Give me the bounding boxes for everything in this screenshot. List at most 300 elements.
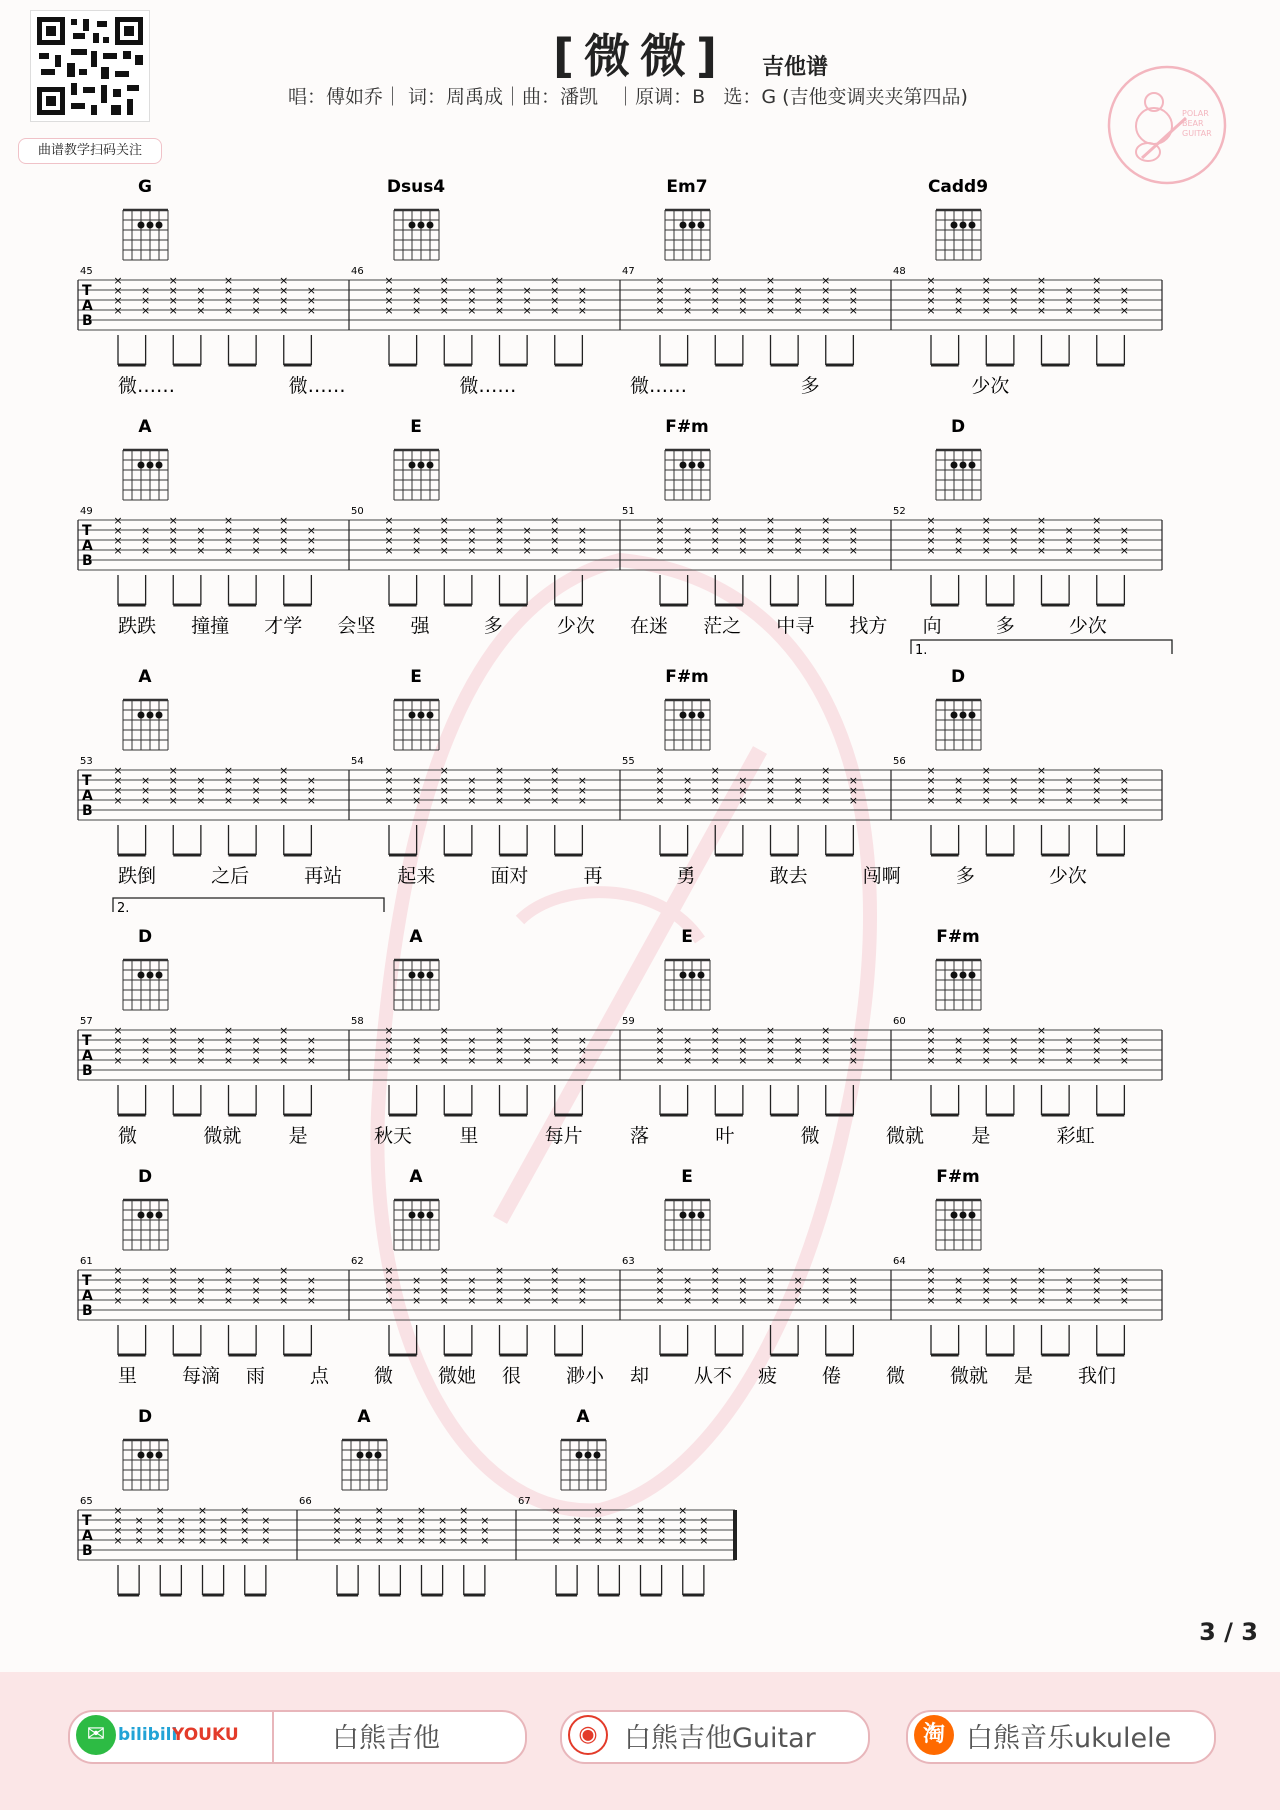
strum-mark: × — [168, 774, 178, 787]
strum-mark: × — [1064, 544, 1074, 557]
tab-clef: T — [82, 1033, 92, 1049]
strum-mark: × — [550, 284, 560, 297]
strum-mark: × — [113, 304, 123, 317]
strum-mark: × — [141, 794, 151, 807]
strum-mark: × — [765, 304, 776, 317]
strum-mark: × — [168, 284, 178, 297]
strum-mark: × — [1119, 304, 1129, 317]
strum-mark: × — [168, 1054, 178, 1067]
strum-mark: × — [196, 1034, 206, 1047]
strum-mark: × — [1119, 794, 1129, 807]
tab-clef: T — [82, 773, 92, 789]
tab-system — [78, 640, 1172, 887]
lyric-word: 点 — [310, 1365, 330, 1387]
strum-mark: × — [261, 1534, 271, 1547]
strum-mark: × — [981, 1284, 991, 1297]
strum-mark: × — [765, 1054, 776, 1067]
strum-mark: × — [332, 1514, 342, 1527]
strum-mark: × — [113, 1274, 123, 1287]
strum-mark: × — [251, 1294, 261, 1307]
svg-text:POLAR: POLAR — [1182, 109, 1209, 118]
strum-mark: × — [738, 794, 748, 807]
strum-mark: × — [168, 1034, 178, 1047]
strum-mark: × — [439, 274, 449, 287]
strum-mark: × — [176, 1524, 186, 1537]
strum-mark: × — [981, 1274, 991, 1287]
strum-mark: × — [155, 1514, 165, 1527]
strum-mark: × — [279, 1024, 289, 1037]
strum-mark: × — [710, 544, 720, 557]
strum-mark: × — [113, 1264, 123, 1277]
strum-mark: × — [848, 1034, 858, 1047]
strum-mark: × — [635, 1514, 646, 1527]
strum-mark: × — [738, 1034, 748, 1047]
strum-mark: × — [384, 1294, 394, 1307]
strum-mark: × — [196, 784, 206, 797]
strum-mark: × — [954, 774, 964, 787]
strum-mark: × — [655, 294, 665, 307]
strum-mark: × — [821, 274, 831, 287]
strum-mark: × — [1009, 784, 1019, 797]
strum-mark: × — [439, 1274, 449, 1287]
strum-mark: × — [926, 284, 936, 297]
strum-mark: × — [821, 1024, 831, 1037]
strum-mark: × — [710, 1024, 720, 1037]
strum-mark: × — [1092, 764, 1102, 777]
strum-mark: × — [219, 1534, 229, 1547]
strum-mark: × — [459, 1504, 469, 1517]
svg-text:GUITAR: GUITAR — [1182, 129, 1212, 138]
strum-mark: × — [655, 764, 665, 777]
chord-name: E — [410, 417, 422, 437]
lyric-word: 渺小 — [566, 1365, 605, 1387]
strum-mark: × — [251, 534, 261, 547]
strum-mark: × — [197, 1534, 208, 1547]
strum-mark: × — [467, 1034, 477, 1047]
strum-mark: × — [261, 1524, 271, 1537]
strum-mark: × — [494, 1284, 505, 1297]
strum-mark: × — [459, 1534, 469, 1547]
strum-mark: × — [577, 1274, 587, 1287]
strum-mark: × — [710, 774, 720, 787]
strum-mark: × — [848, 534, 858, 547]
strum-mark: × — [793, 1054, 803, 1067]
strum-mark: × — [155, 1534, 165, 1547]
strum-mark: × — [710, 304, 720, 317]
lyric-word: 中寻 — [776, 615, 815, 637]
chord-name: Dsus4 — [386, 177, 446, 197]
strum-mark: × — [141, 294, 151, 307]
strum-mark: × — [168, 544, 178, 557]
strum-mark: × — [223, 1294, 234, 1307]
strum-mark: × — [141, 1034, 151, 1047]
strum-mark: × — [954, 1294, 964, 1307]
strum-mark: × — [1092, 1034, 1102, 1047]
strum-mark: × — [738, 294, 748, 307]
strum-mark: × — [223, 1054, 234, 1067]
strum-mark: × — [494, 764, 505, 777]
strum-mark: × — [738, 1284, 748, 1297]
strum-mark: × — [279, 274, 289, 287]
strum-mark: × — [196, 1274, 206, 1287]
strum-mark: × — [1092, 294, 1102, 307]
strum-mark: × — [240, 1524, 250, 1537]
strum-mark: × — [1119, 1044, 1129, 1057]
strum-mark: × — [374, 1534, 384, 1547]
strum-mark: × — [113, 774, 123, 787]
strum-mark: × — [821, 764, 831, 777]
strum-mark: × — [1064, 1054, 1074, 1067]
strum-mark: × — [593, 1524, 603, 1537]
strum-mark: × — [710, 794, 720, 807]
strum-mark: × — [1009, 304, 1019, 317]
lyric-word: 彩虹 — [1056, 1125, 1095, 1147]
strum-mark: × — [614, 1514, 624, 1527]
strum-mark: × — [793, 1034, 803, 1047]
strum-mark: × — [1119, 534, 1129, 547]
chord-diagram — [936, 700, 981, 750]
strum-mark: × — [926, 1264, 936, 1277]
strum-mark: × — [577, 774, 587, 787]
lyric-word: 每片 — [544, 1125, 583, 1147]
strum-mark: × — [1092, 774, 1102, 787]
strum-mark: × — [494, 514, 505, 527]
strum-mark: × — [1036, 1274, 1047, 1287]
strum-mark: × — [438, 1514, 448, 1527]
strum-mark: × — [683, 534, 693, 547]
strum-mark: × — [1064, 784, 1074, 797]
strum-mark: × — [459, 1514, 469, 1527]
lyric-word: 每滴 — [182, 1365, 221, 1387]
volta-label: 2. — [117, 901, 130, 916]
tab-clef: B — [82, 1063, 93, 1079]
strum-mark: × — [251, 774, 261, 787]
song-credits: 唱：傅如乔｜ 词：周禹成｜曲：潘凯 ｜原调：B 选：G (吉他变调夹夹第四品) — [288, 86, 968, 108]
strum-mark: × — [551, 1524, 561, 1537]
strum-mark: × — [550, 1294, 560, 1307]
strum-mark: × — [550, 514, 560, 527]
strum-mark: × — [197, 1504, 208, 1517]
strum-mark: × — [374, 1514, 384, 1527]
strum-mark: × — [981, 274, 991, 287]
strum-mark: × — [522, 794, 532, 807]
strum-mark: × — [1092, 524, 1102, 537]
strum-mark: × — [223, 764, 234, 777]
strum-mark: × — [655, 284, 665, 297]
strum-mark: × — [251, 1274, 261, 1287]
strum-mark: × — [765, 524, 776, 537]
strum-mark: × — [279, 284, 289, 297]
lyric-word: 疲 — [758, 1365, 778, 1387]
strum-mark: × — [494, 1274, 505, 1287]
tab-clef: A — [82, 1288, 93, 1304]
lyric-word: 是 — [1014, 1365, 1034, 1387]
svg-text:BEAR: BEAR — [1182, 119, 1204, 128]
tab-clef: B — [82, 1303, 93, 1319]
strum-mark: × — [412, 284, 422, 297]
strum-mark: × — [196, 524, 206, 537]
strum-mark: × — [439, 1054, 449, 1067]
tab-clef: A — [82, 1528, 93, 1544]
chord-name: F#m — [665, 417, 709, 437]
strum-mark: × — [710, 1274, 720, 1287]
strum-mark: × — [522, 1054, 532, 1067]
strum-mark: × — [793, 534, 803, 547]
tab-clef: B — [82, 553, 93, 569]
strum-mark: × — [467, 794, 477, 807]
strum-mark: × — [384, 1024, 394, 1037]
strum-mark: × — [683, 1274, 693, 1287]
strum-mark: × — [113, 1524, 123, 1537]
strum-mark: × — [1119, 774, 1129, 787]
strum-mark: × — [572, 1514, 582, 1527]
strum-mark: × — [1119, 294, 1129, 307]
tab-clef: A — [82, 298, 93, 314]
strum-mark: × — [793, 784, 803, 797]
strum-mark: × — [981, 514, 991, 527]
chord-diagram — [394, 210, 439, 260]
strum-mark: × — [954, 1034, 964, 1047]
strum-mark: × — [683, 1054, 693, 1067]
measure-number: 65 — [80, 1496, 93, 1507]
lyric-word: 里 — [459, 1125, 479, 1147]
lyric-word: 跌跌 — [118, 615, 157, 637]
measure-number: 60 — [893, 1016, 906, 1027]
strum-mark: × — [655, 774, 665, 787]
strum-mark: × — [981, 1294, 991, 1307]
strum-mark: × — [176, 1514, 186, 1527]
strum-mark: × — [197, 1524, 208, 1537]
strum-mark: × — [821, 524, 831, 537]
strum-mark: × — [848, 1044, 858, 1057]
strum-mark: × — [954, 524, 964, 537]
strum-mark: × — [848, 304, 858, 317]
strum-mark: × — [577, 294, 587, 307]
strum-mark: × — [655, 1024, 665, 1037]
strum-mark: × — [710, 764, 720, 777]
strum-mark: × — [134, 1514, 144, 1527]
strum-mark: × — [710, 524, 720, 537]
strum-mark: × — [550, 764, 560, 777]
strum-mark: × — [412, 774, 422, 787]
strum-mark: × — [1009, 1034, 1019, 1047]
measure-number: 55 — [622, 756, 635, 767]
strum-mark: × — [926, 544, 936, 557]
chord-name: E — [681, 1167, 693, 1187]
strum-mark: × — [765, 1034, 776, 1047]
strum-mark: × — [1036, 274, 1047, 287]
strum-mark: × — [738, 1044, 748, 1057]
strum-mark: × — [1009, 1284, 1019, 1297]
tab-clef: T — [82, 283, 92, 299]
strum-mark: × — [439, 1284, 449, 1297]
strum-mark: × — [168, 1284, 178, 1297]
tab-clef: T — [82, 523, 92, 539]
strum-mark: × — [168, 764, 178, 777]
chord-name: A — [576, 1407, 590, 1427]
measure-number: 67 — [518, 1496, 531, 1507]
strum-mark: × — [981, 1264, 991, 1277]
strum-mark: × — [1092, 794, 1102, 807]
strum-mark: × — [593, 1504, 603, 1517]
strum-mark: × — [168, 524, 178, 537]
strum-mark: × — [279, 524, 289, 537]
lyric-word: 面对 — [490, 865, 529, 887]
strum-mark: × — [467, 1284, 477, 1297]
lyric-word: 闯啊 — [862, 865, 901, 887]
chord-name: D — [137, 1407, 153, 1427]
strum-mark: × — [168, 784, 178, 797]
lyric-word: 微 — [374, 1365, 394, 1387]
strum-mark: × — [954, 294, 964, 307]
strum-mark: × — [467, 1294, 477, 1307]
lyric-word: 少次 — [1068, 615, 1107, 637]
strum-mark: × — [1119, 1284, 1129, 1297]
chord-name: D — [137, 927, 153, 947]
strum-mark: × — [113, 784, 123, 797]
strum-mark: × — [765, 1044, 776, 1057]
strum-mark: × — [494, 1054, 505, 1067]
chord-diagram — [342, 1440, 387, 1490]
strum-mark: × — [384, 1044, 394, 1057]
strum-mark: × — [480, 1514, 490, 1527]
strum-mark: × — [614, 1524, 624, 1537]
strum-mark: × — [223, 1044, 234, 1057]
strum-mark: × — [384, 1054, 394, 1067]
tab-clef: A — [82, 538, 93, 554]
strum-mark: × — [738, 784, 748, 797]
song-title: [微微] — [552, 29, 728, 83]
strum-mark: × — [494, 774, 505, 787]
strum-mark: × — [279, 764, 289, 777]
strum-mark: × — [494, 274, 505, 287]
strum-mark: × — [467, 534, 477, 547]
strum-mark: × — [683, 304, 693, 317]
strum-mark: × — [577, 524, 587, 537]
strum-mark: × — [954, 534, 964, 547]
strum-mark: × — [134, 1524, 144, 1537]
strum-mark: × — [1064, 534, 1074, 547]
strum-mark: × — [412, 544, 422, 557]
strum-mark: × — [416, 1504, 427, 1517]
strum-mark: × — [683, 1284, 693, 1297]
strum-mark: × — [467, 1054, 477, 1067]
strum-mark: × — [1119, 1034, 1129, 1047]
strum-mark: × — [522, 1294, 532, 1307]
footer-item-baixiong-guitar: 白熊吉他 — [332, 1723, 440, 1754]
strum-mark: × — [223, 794, 234, 807]
strum-mark: × — [522, 294, 532, 307]
chord-name: A — [357, 1407, 371, 1427]
strum-mark: × — [306, 1294, 316, 1307]
chord-diagram — [394, 1200, 439, 1250]
strum-mark: × — [655, 274, 665, 287]
strum-mark: × — [467, 304, 477, 317]
strum-mark: × — [550, 1024, 560, 1037]
strum-mark: × — [635, 1504, 646, 1517]
chord-diagram — [123, 450, 168, 500]
strum-mark: × — [251, 284, 261, 297]
lyric-word: 秋天 — [374, 1125, 413, 1147]
strum-mark: × — [384, 534, 394, 547]
measure-number: 66 — [299, 1496, 312, 1507]
measure-number: 57 — [80, 1016, 93, 1027]
strum-mark: × — [551, 1534, 561, 1547]
lyric-word: 微 — [886, 1365, 906, 1387]
lyric-word: 少次 — [1048, 865, 1087, 887]
strum-mark: × — [306, 794, 316, 807]
strum-mark: × — [550, 1264, 560, 1277]
strum-mark: × — [494, 1264, 505, 1277]
strum-mark: × — [522, 524, 532, 537]
youku-label: YOUKU — [172, 1725, 239, 1745]
strum-mark: × — [196, 1054, 206, 1067]
strum-mark: × — [926, 1044, 936, 1057]
strum-mark: × — [683, 294, 693, 307]
strum-mark: × — [412, 1294, 422, 1307]
strum-mark: × — [113, 1504, 123, 1517]
lyric-word: 再站 — [304, 865, 343, 887]
tab-clef: T — [82, 1513, 92, 1529]
strum-mark: × — [374, 1524, 384, 1537]
strum-mark: × — [306, 294, 316, 307]
lyric-word: 微就 — [203, 1125, 242, 1147]
strum-mark: × — [395, 1514, 405, 1527]
strum-mark: × — [113, 524, 123, 537]
lyric-word: 微 — [800, 1125, 820, 1147]
strum-mark: × — [550, 784, 560, 797]
strum-mark: × — [550, 1054, 560, 1067]
strum-mark: × — [1119, 524, 1129, 537]
strum-mark: × — [155, 1524, 165, 1537]
strum-mark: × — [223, 1034, 234, 1047]
strum-mark: × — [954, 544, 964, 557]
tab-clef: A — [82, 788, 93, 804]
strum-mark: × — [738, 774, 748, 787]
strum-mark: × — [141, 1294, 151, 1307]
strum-mark: × — [467, 1044, 477, 1057]
strum-mark: × — [141, 304, 151, 317]
chord-name: D — [137, 1167, 153, 1187]
strum-mark: × — [1009, 294, 1019, 307]
strum-mark: × — [384, 284, 394, 297]
strum-mark: × — [550, 294, 560, 307]
strum-mark: × — [710, 1264, 720, 1277]
strum-mark: × — [1036, 794, 1047, 807]
strum-mark: × — [821, 794, 831, 807]
strum-mark: × — [223, 284, 234, 297]
strum-mark: × — [577, 1044, 587, 1057]
strum-mark: × — [678, 1534, 688, 1547]
taobao-icon: 淘 — [914, 1715, 954, 1755]
strum-mark: × — [655, 524, 665, 537]
strum-mark: × — [1036, 1024, 1047, 1037]
strum-mark: × — [176, 1534, 186, 1547]
strum-mark: × — [1009, 1274, 1019, 1287]
lyric-word: 微…… — [118, 375, 176, 397]
strum-mark: × — [981, 294, 991, 307]
strum-mark: × — [550, 534, 560, 547]
strum-mark: × — [384, 1034, 394, 1047]
strum-mark: × — [412, 1034, 422, 1047]
strum-mark: × — [848, 1284, 858, 1297]
strum-mark: × — [821, 1034, 831, 1047]
strum-mark: × — [306, 1054, 316, 1067]
strum-mark: × — [655, 784, 665, 797]
tab-system — [78, 898, 1162, 1147]
strum-mark: × — [353, 1514, 363, 1527]
strum-mark: × — [113, 1514, 123, 1527]
